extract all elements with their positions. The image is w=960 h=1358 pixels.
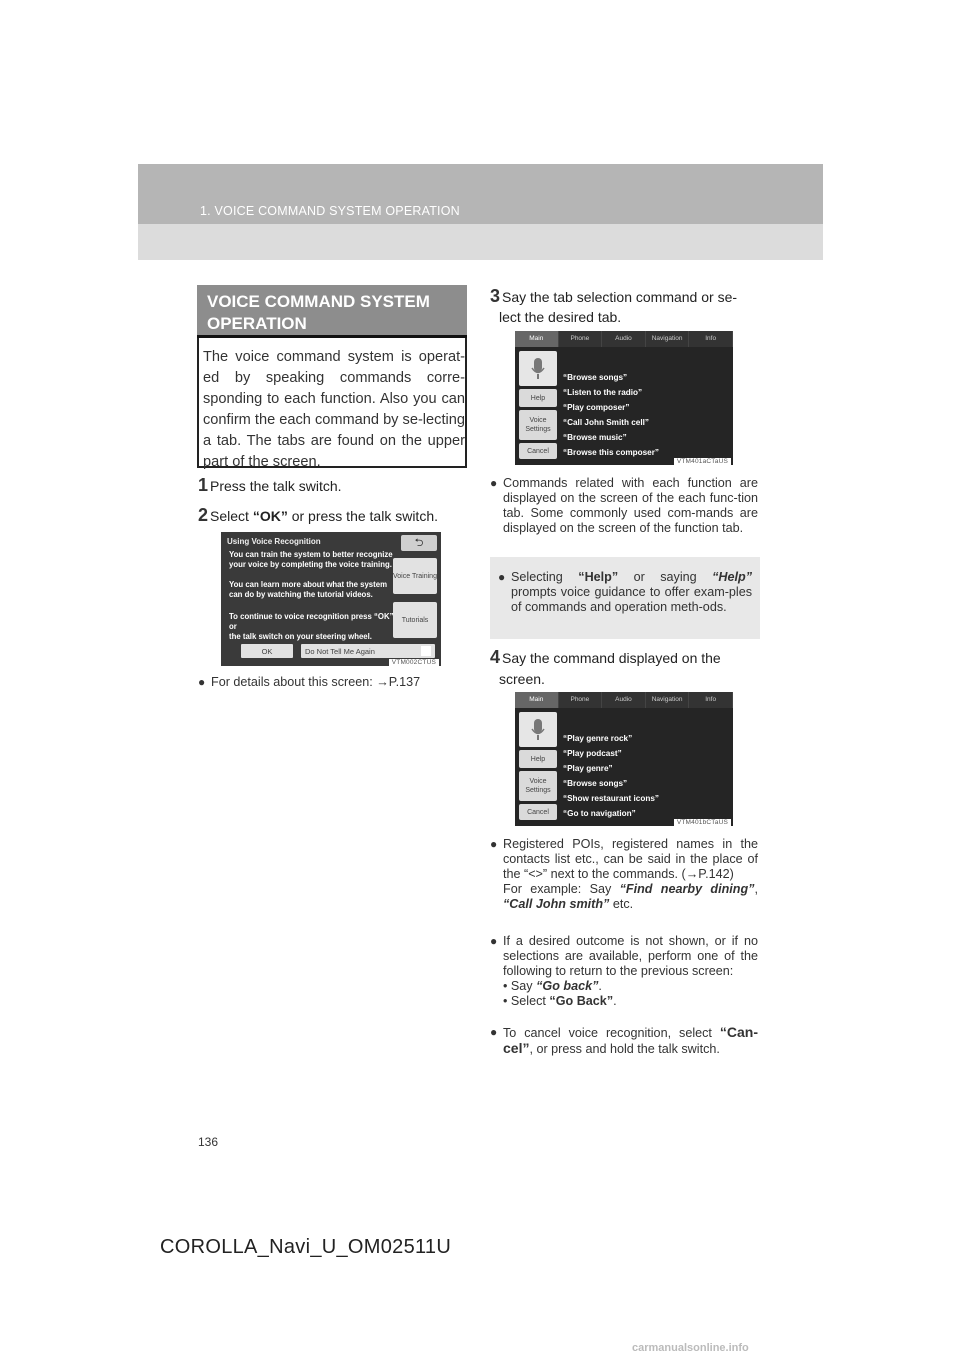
bullet-text: For details about this screen: →P.137: [211, 675, 421, 689]
bullet-commands: [490, 476, 758, 536]
step-text: lect the desired tab.: [499, 309, 622, 325]
bullet-icon: ●: [490, 1025, 498, 1039]
help-button[interactable]: Help: [519, 389, 557, 407]
tip-emphasis: “Help”: [578, 570, 619, 584]
command-item: “Go to navigation”: [563, 809, 636, 818]
checkbox[interactable]: [421, 646, 431, 656]
tab-navigation[interactable]: Navigation: [646, 331, 690, 347]
msg-line: can do by watching the tutorial videos.: [229, 590, 373, 599]
command-item: “Play composer”: [563, 403, 630, 412]
tab-bar: [515, 331, 733, 347]
bullet-part: , or press and hold the talk switch.: [529, 1042, 720, 1056]
bullet-emphasis: “Call John smith”: [503, 897, 610, 911]
image-code: VTM401aCTaUS: [674, 458, 731, 465]
voice-settings-button[interactable]: Voice Settings: [519, 771, 557, 801]
screen-message: [229, 612, 394, 642]
section-intro: The voice command system is operat-ed by speaking commands corre-sponding to each function. Also you can confirm the each command by se-lecting a tab. The tabs are found on the upper part of the screen.: [203, 349, 465, 470]
ok-button[interactable]: OK: [241, 644, 293, 658]
bullet-text: [490, 934, 758, 1009]
bullet-icon: ●: [498, 570, 506, 584]
step-number: 4: [490, 647, 501, 667]
tab-navigation[interactable]: Navigation: [646, 692, 690, 708]
command-item: “Listen to the radio”: [563, 388, 643, 397]
tip-part: or saying: [618, 570, 713, 584]
section-heading-line1: VOICE COMMAND SYSTEM: [207, 292, 430, 311]
cancel-button[interactable]: Cancel: [519, 804, 557, 820]
tip-text: [498, 570, 752, 615]
step-text: Say the tab selection command or se-: [502, 289, 738, 305]
tab-main[interactable]: Main: [515, 331, 559, 347]
screen-title: Using Voice Recognition: [227, 537, 321, 546]
bullet-text: [490, 837, 758, 912]
bullet-part: For example: Say: [503, 882, 620, 896]
bullet-emphasis: “Go back”: [536, 979, 599, 993]
step-2: [198, 505, 438, 526]
bullet-icon: ●: [490, 476, 498, 490]
step-text: Select: [210, 508, 253, 524]
bullet-part: .: [598, 979, 602, 993]
microphone-icon: [519, 351, 557, 386]
bullet-icon: ●: [490, 837, 498, 851]
back-icon[interactable]: ⮌: [401, 535, 437, 551]
tab-main[interactable]: Main: [515, 692, 559, 708]
msg-line: You can learn more about what the system: [229, 580, 387, 589]
bullet-part: .: [613, 994, 617, 1008]
command-item: “Play genre rock”: [563, 734, 633, 743]
screenshot-voice-recognition: [221, 532, 441, 666]
bullet-text: Commands related with each function are displayed on the screen of the each func-tion tab. Some commonly used com-mands are displayed on the screen of the function tab.: [503, 476, 758, 535]
tab-phone[interactable]: Phone: [559, 692, 603, 708]
microphone-icon: [519, 712, 557, 747]
page-number: 136: [198, 1135, 219, 1149]
bullet-outcome: [490, 934, 758, 1009]
msg-line: You can train the system to better recognize: [229, 550, 393, 559]
do-not-tell-button[interactable]: Do Not Tell Me Again: [301, 644, 435, 658]
bullet-icon: ●: [198, 675, 206, 689]
bullet-part: Registered POIs, registered names in the contacts list etc., can be said in the place of the “<>” next to the commands. (→P.142): [503, 837, 758, 881]
command-item: “Play genre”: [563, 764, 613, 773]
bullet-emphasis: “Can-cel”: [503, 1024, 758, 1056]
screenshot-voice-commands: [515, 692, 733, 826]
command-item: “Browse songs”: [563, 373, 628, 382]
tip-part: Selecting: [511, 570, 579, 584]
image-code: VTM002CTUS: [389, 659, 439, 666]
bullet-emphasis: “Go Back”: [549, 994, 614, 1008]
tutorials-button[interactable]: Tutorials: [393, 602, 437, 638]
step-3: [490, 286, 737, 327]
header-band: [138, 164, 823, 260]
msg-line: the talk switch on your steering wheel.: [229, 632, 372, 641]
tab-phone[interactable]: Phone: [559, 331, 603, 347]
step-1: [198, 475, 342, 496]
tab-audio[interactable]: Audio: [602, 331, 646, 347]
tip-emphasis: “Help”: [712, 570, 752, 584]
step-text: or press the talk switch.: [287, 508, 438, 524]
section-heading: [197, 285, 467, 338]
command-item: “Browse music”: [563, 433, 627, 442]
voice-training-button[interactable]: Voice Training: [393, 558, 437, 594]
bullet-part: • Select: [503, 994, 550, 1008]
tab-info[interactable]: Info: [689, 331, 733, 347]
cancel-button[interactable]: Cancel: [519, 443, 557, 459]
step-number: 1: [198, 475, 209, 495]
command-item: “Call John Smith cell”: [563, 418, 649, 427]
command-item: “Browse this composer”: [563, 448, 659, 457]
bullet-emphasis: “Find nearby dining”: [619, 882, 755, 896]
watermark: carmanualsonline.info: [632, 1342, 749, 1354]
step-number: 2: [198, 505, 209, 525]
step-number: 3: [490, 286, 501, 306]
section-box: [197, 285, 467, 468]
section-heading-line2: OPERATION: [207, 314, 307, 333]
command-item: “Show restaurant icons”: [563, 794, 659, 803]
step-emphasis: “OK”: [252, 508, 288, 524]
bullet-part: etc.: [609, 897, 634, 911]
help-button[interactable]: Help: [519, 750, 557, 768]
command-item: “Browse songs”: [563, 779, 628, 788]
screen-message: [229, 580, 394, 600]
bullet-part: ,: [754, 882, 758, 896]
tab-audio[interactable]: Audio: [602, 692, 646, 708]
bullet-icon: ●: [490, 934, 498, 948]
bullet-cancel: [490, 1025, 758, 1057]
step-4: [490, 647, 721, 690]
header-title: 1. VOICE COMMAND SYSTEM OPERATION: [200, 204, 460, 218]
voice-settings-button[interactable]: Voice Settings: [519, 410, 557, 440]
command-item: “Play podcast”: [563, 749, 622, 758]
tab-info[interactable]: Info: [689, 692, 733, 708]
screen-message: [229, 550, 394, 570]
bullet-part: To cancel voice recognition, select: [503, 1026, 720, 1040]
document-id: COROLLA_Navi_U_OM02511U: [160, 1236, 452, 1258]
bullet-details: [198, 675, 458, 690]
tip-part: prompts voice guidance to offer exam-ples of commands and operation meth-ods.: [511, 585, 752, 614]
bullet-part: If a desired outcome is not shown, or if no selections are available, perform one of the following to return to the previous screen:: [503, 934, 758, 978]
screenshot-voice-tabs-main: [515, 331, 733, 465]
step-text: screen.: [499, 671, 545, 687]
msg-line: To continue to voice recognition press “OK” or: [229, 612, 394, 631]
bullet-text: [490, 1025, 758, 1057]
tab-bar: [515, 692, 733, 708]
bullet-part: • Say: [503, 979, 537, 993]
bullet-pois: [490, 837, 758, 912]
tip-box: [490, 557, 760, 639]
step-text: Press the talk switch.: [210, 478, 342, 494]
step-text: Say the command displayed on the: [502, 650, 721, 666]
msg-line: your voice by completing the voice training.: [229, 560, 392, 569]
tip-bullet: [498, 570, 752, 615]
image-code: VTM401bCTaUS: [674, 819, 731, 826]
